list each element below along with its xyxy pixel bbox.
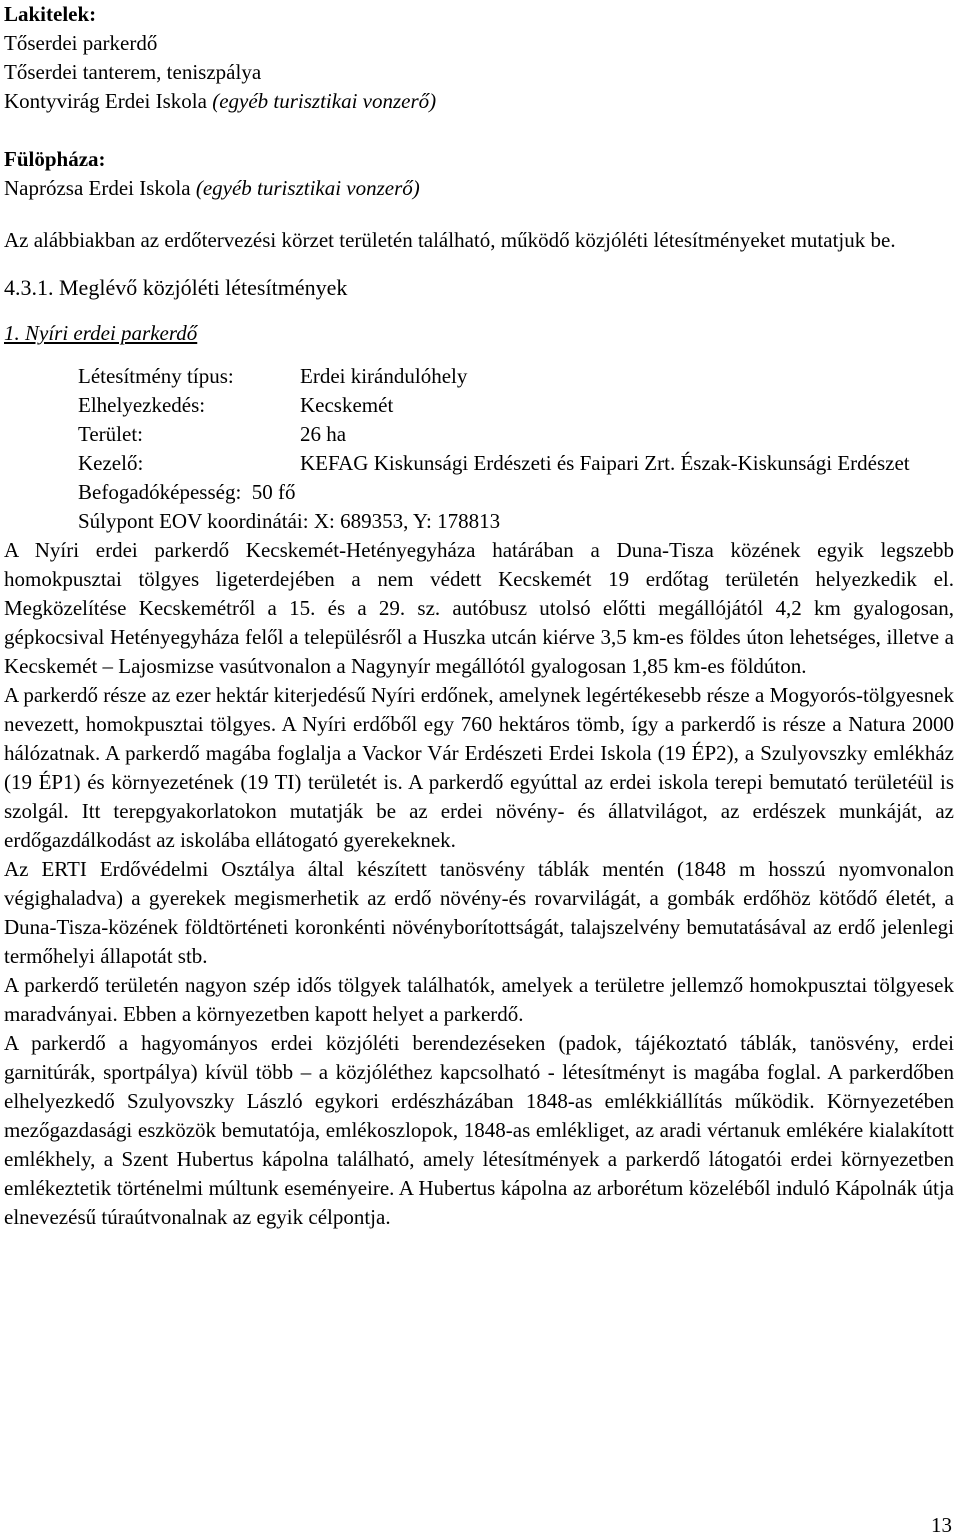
body-paragraph-2: A parkerdő része az ezer hektár kiterjedésű Nyíri erdőnek, amelynek legértékesebb része a Mogyorós-tölgyesnek nevezett, homokpusztai tölgyes. A Nyíri erdőből egy 760 hektáros tömb, így a parkerdő is része a Natura 2000 hálózatnak. A parkerdő magába foglalja a Vackor Vár Erdészeti Erdei Iskola (19 ÉP2), a Szulyovszky emlékház (19 ÉP1) és környezetének (19 TI) területét is. A parkerdő egyúttal az erdei iskola terepi bemutató területéül is szolgál. Itt terepgyakorlatokon mutatják be az erdei növény- és állatvilágot, az erdészek munkáját, az erdőgazdálkodást az iskolába ellátogató gyerekeknek. [4,683,954,852]
lakitelek-item-1: Tőserdei parkerdő [4,31,158,55]
lakitelek-item-2: Tőserdei tanterem, teniszpálya [4,60,262,84]
facility-title: 1. Nyíri erdei parkerdő [4,321,198,345]
section-heading: 4.3.1. Meglévő közjóléti létesítmények [4,275,348,300]
facility-row-label: Kezelő: [78,451,144,475]
facility-row [78,420,954,449]
facility-details-table [78,362,954,478]
lakitelek-item-3 [4,87,954,116]
facility-row-label: Elhelyezkedés: [78,393,206,417]
facility-row [78,391,954,420]
body-paragraph-5: A parkerdő a hagyományos erdei közjóléti berendezéseken (padok, tájékoztató táblák, tanösvény, erdei garnitúrák, sportpálya) kívül több – a közjóléthez kapcsolható - létesítményt is magába foglal. A parkerdőben elhelyezkedő Szulyovszky László egykori erdészházában 1848-as emlékkiállítás működik. Környezetében mezőgazdasági eszközök bemutatója, emlékoszlopok, 1848-as emlékliget, az aradi vértanuk emlékére kialakított emlékhely, a Szent Hubertus kápolna található, amely létesítmények a parkerdő látogatói erdei környezetben emlékeztetik történelmi múltunk eseményeire. A Hubertus kápolna az arborétum közeléből induló Kápolnák útja elnevezésű túraútvonalnak az egyik célpontja. [4,1031,954,1229]
document-page [4,0,954,1232]
lakitelek-item-3-main: Kontyvirág Erdei Iskola [4,89,213,113]
fulophaza-item-1-main: Naprózsa Erdei Iskola [4,176,196,200]
facility-row-value: Kecskemét [300,393,394,417]
page-number: 13 [931,1513,952,1537]
capacity-label: Befogadóképesség: [78,480,242,504]
spacer [4,116,954,145]
lakitelek-item-3-note: (egyéb turisztikai vonzerő) [212,89,437,113]
facility-row-value: Erdei kirándulóhely [300,364,468,388]
body-paragraph-4: A parkerdő területén nagyon szép idős tölgyek találhatók, amelyek a területre jellemző homokpusztai tölgyesek maradványai. Ebben a környezetben kapott helyet a parkerdő. [4,973,954,1026]
spacer [4,255,954,267]
body-paragraph-1: A Nyíri erdei parkerdő Kecskemét-Hetényegyháza határában a Duna-Tisza közének egyik legszebb homokpusztai tölgyes ligeterdejében a nem védett Kecskemét 19 erdőtag területén helyezkedik el. Megközelítése Kecskemétről a 15. és a 29. sz. autóbusz utolsó előtti megállójától 4,2 km gyalogosan, gépkocsival Hetényegyháza felől a településről a Huszka utcán kiérve 3,5 km-es földes úton lehetséges, illetve a Kecskemét – Lajosmizse vasútvonalon a Nagynyír megállótól gyalogosan 1,85 km-es földúton. [4,538,954,678]
spacer [4,348,954,362]
facility-row-value: 26 ha [300,422,347,446]
facility-row-label: Létesítmény típus: [78,364,234,388]
fulophaza-item-1 [4,174,954,203]
facility-row-value: KEFAG Kiskunsági Erdészeti és Faipari Zrt. Észak-Kiskunsági Erdészet [300,451,910,475]
spacer [4,203,954,225]
capacity-value: 50 fő [251,480,296,504]
facility-row [78,362,954,391]
fulophaza-title: Fülöpháza: [4,147,106,171]
intro-paragraph: Az alábbiakban az erdőtervezési körzet területén található, működő közjóléti létesítményeket mutatjuk be. [4,228,896,252]
lakitelek-title: Lakitelek: [4,2,97,26]
facility-row-label: Terület: [78,422,143,446]
coordinates-line: Súlypont EOV koordinátái: X: 689353, Y: 178813 [78,509,501,533]
fulophaza-item-1-note: (egyéb turisztikai vonzerő) [195,176,420,200]
spacer [4,311,954,319]
facility-row [78,449,954,478]
body-paragraph-3: Az ERTI Erdővédelmi Osztálya által készített tanösvény táblák mentén (1848 m hosszú nyomvonalon végighaladva) a gyerekek megismerhetik az erdő növény-és rovarvilágát, a gombák erdőhöz kötődő életét, a Duna-Tisza-közének földtörténeti koronkénti növényborítottságát, talajszelvény bemutatásával az erdő jelenlegi termőhelyi állapotát stb. [4,857,954,968]
capacity-line [78,478,954,507]
